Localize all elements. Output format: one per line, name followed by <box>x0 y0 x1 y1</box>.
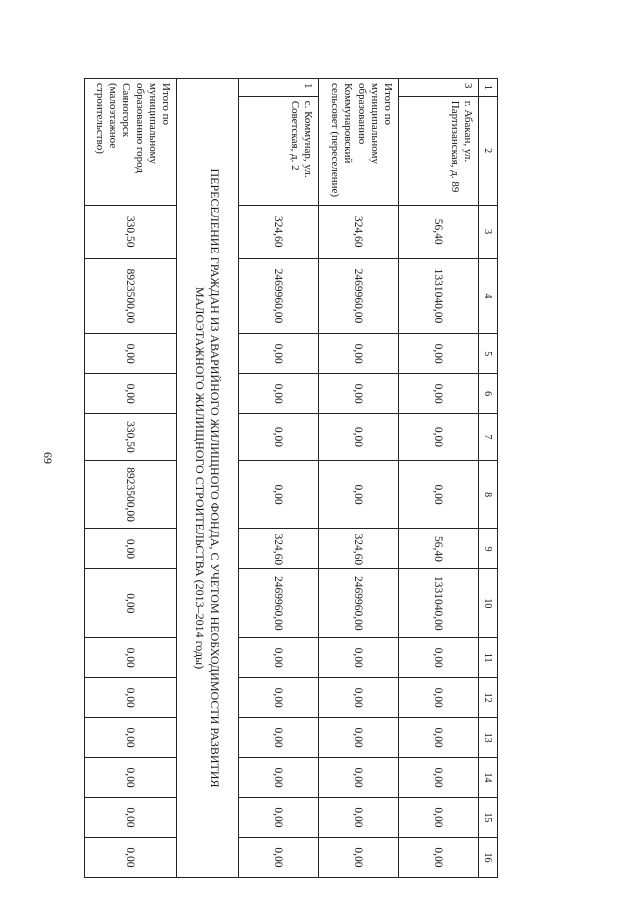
value-cell: 0,00 <box>239 414 319 461</box>
column-header: 16 <box>479 837 498 877</box>
value-cell: 0,00 <box>319 797 399 837</box>
rotated-table-frame <box>88 78 498 878</box>
value-cell: 0,00 <box>319 414 399 461</box>
header-row <box>479 79 498 878</box>
value-cell: 8923500,00 <box>85 258 177 333</box>
value-cell: 0,00 <box>85 678 177 718</box>
value-cell: 1331040,00 <box>399 569 479 638</box>
value-cell: 56,40 <box>399 205 479 258</box>
value-cell: 2469960,00 <box>239 569 319 638</box>
value-cell: 0,00 <box>239 837 319 877</box>
value-cell: 0,00 <box>399 837 479 877</box>
rotated-table-container <box>88 78 498 878</box>
value-cell: 0,00 <box>239 678 319 718</box>
value-cell: 0,00 <box>399 797 479 837</box>
column-header: 1 <box>479 79 498 97</box>
value-cell: 330,50 <box>85 205 177 258</box>
value-cell: 0,00 <box>239 374 319 414</box>
row-name: г. Абакан, ул. Партизанская, д. 89 <box>399 96 479 205</box>
value-cell: 324,60 <box>319 529 399 569</box>
value-cell: 1331040,00 <box>399 258 479 333</box>
section-row <box>177 79 239 878</box>
value-cell: 0,00 <box>239 797 319 837</box>
value-cell: 0,00 <box>85 758 177 798</box>
value-cell: 0,00 <box>85 797 177 837</box>
value-cell: 0,00 <box>319 374 399 414</box>
table-row <box>85 79 177 878</box>
value-cell: 56,40 <box>399 529 479 569</box>
row-name: Итого по муниципальному образованию город Саяногорск (малоэтажное строительство) <box>85 79 177 206</box>
row-index: 1 <box>239 79 319 97</box>
value-cell: 0,00 <box>85 718 177 758</box>
column-header: 9 <box>479 529 498 569</box>
value-cell: 324,60 <box>239 205 319 258</box>
value-cell: 0,00 <box>399 374 479 414</box>
value-cell: 0,00 <box>399 460 479 529</box>
column-header: 2 <box>479 96 498 205</box>
value-cell: 0,00 <box>319 837 399 877</box>
value-cell: 2469960,00 <box>319 258 399 333</box>
value-cell: 0,00 <box>319 758 399 798</box>
column-header: 10 <box>479 569 498 638</box>
value-cell: 324,60 <box>239 529 319 569</box>
value-cell: 0,00 <box>85 837 177 877</box>
column-header: 15 <box>479 797 498 837</box>
value-cell: 0,00 <box>399 758 479 798</box>
column-header: 14 <box>479 758 498 798</box>
value-cell: 0,00 <box>239 460 319 529</box>
column-header: 7 <box>479 414 498 461</box>
table-row <box>319 79 399 878</box>
row-name: Итого по муниципальному образованию Коммунаровский сельсовет (переселение) <box>319 79 399 206</box>
value-cell: 2469960,00 <box>239 258 319 333</box>
column-header: 11 <box>479 638 498 678</box>
table-row <box>239 79 319 878</box>
page-number: 69 <box>41 452 55 464</box>
section-title <box>177 79 239 878</box>
section-title-line2: МАЛОЭТАЖНОГО ЖИЛИЩНОГО СТРОИТЕЛЬСТВА (2013–2014 годы) <box>193 286 208 670</box>
column-header: 13 <box>479 718 498 758</box>
column-header: 5 <box>479 334 498 374</box>
column-header: 8 <box>479 460 498 529</box>
column-header: 6 <box>479 374 498 414</box>
value-cell: 0,00 <box>85 529 177 569</box>
column-header: 12 <box>479 678 498 718</box>
value-cell: 0,00 <box>319 334 399 374</box>
value-cell: 324,60 <box>319 205 399 258</box>
value-cell: 0,00 <box>85 638 177 678</box>
value-cell: 0,00 <box>85 374 177 414</box>
value-cell: 8923500,00 <box>85 460 177 529</box>
row-index: 3 <box>399 79 479 97</box>
value-cell: 0,00 <box>85 334 177 374</box>
column-header: 4 <box>479 258 498 333</box>
value-cell: 0,00 <box>319 460 399 529</box>
value-cell: 0,00 <box>399 718 479 758</box>
value-cell: 330,50 <box>85 414 177 461</box>
value-cell: 0,00 <box>399 678 479 718</box>
value-cell: 0,00 <box>399 638 479 678</box>
value-cell: 0,00 <box>239 758 319 798</box>
value-cell: 0,00 <box>399 414 479 461</box>
value-cell: 0,00 <box>319 718 399 758</box>
value-cell: 0,00 <box>239 638 319 678</box>
value-cell: 0,00 <box>239 718 319 758</box>
value-cell: 0,00 <box>239 334 319 374</box>
resettlement-table <box>84 78 498 878</box>
column-header: 3 <box>479 205 498 258</box>
section-title-line1: ПЕРЕСЕЛЕНИЕ ГРАЖДАН ИЗ АВАРИЙНОГО ЖИЛИЩНОГО ФОНДА, С УЧЕТОМ НЕОБХОДИМОСТИ РАЗВИТИЯ <box>208 168 223 788</box>
value-cell: 0,00 <box>399 334 479 374</box>
value-cell: 0,00 <box>319 638 399 678</box>
value-cell: 0,00 <box>319 678 399 718</box>
table-row <box>399 79 479 878</box>
value-cell: 0,00 <box>85 569 177 638</box>
value-cell: 2469960,00 <box>319 569 399 638</box>
row-name: с. Коммунар, ул. Советская, д. 2 <box>239 96 319 205</box>
